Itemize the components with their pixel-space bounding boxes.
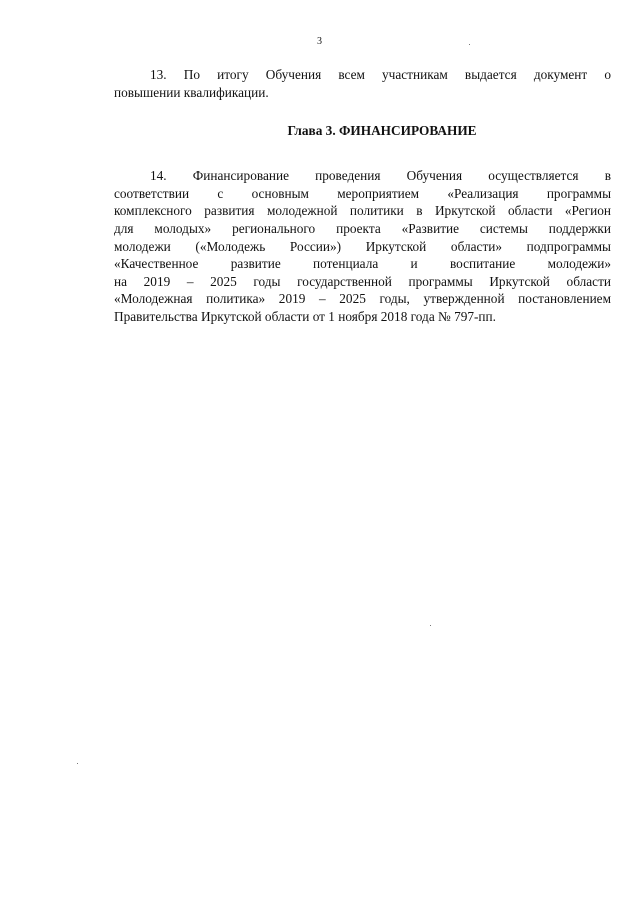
paragraph-14-line: 14. Финансирование проведения Обучения осуществляется в <box>150 168 611 184</box>
paragraph-14-line: соответствии с основным мероприятием «Реализация программы <box>114 185 611 201</box>
chapter-heading: Глава 3. ФИНАНСИРОВАНИЕ <box>287 123 477 138</box>
paragraph-14-line: для молодых» регионального проекта «Развитие системы поддержки <box>114 221 611 237</box>
scan-speck <box>77 763 78 764</box>
paragraph-14-line: Правительства Иркутской области от 1 ноября 2018 года № 797-пп. <box>114 309 496 325</box>
paragraph-14 <box>114 154 611 339</box>
paragraph-14-line: «Молодежная политика» 2019 – 2025 годы, утвержденной постановлением <box>114 291 611 307</box>
paragraph-13-line: повышении квалификации. <box>114 84 269 100</box>
paragraph-14-line: комплексного развития молодежной политики в Иркутской области «Регион <box>114 203 611 219</box>
paragraph-14-line: на 2019 – 2025 годы государственной программы Иркутской области <box>114 273 611 289</box>
scan-speck <box>469 44 470 45</box>
paragraph-13-line: 13. По итогу Обучения всем участникам выдается документ о <box>150 67 611 82</box>
page-number: 3 <box>317 36 322 47</box>
scan-speck <box>430 625 431 626</box>
paragraph-14-line: «Качественное развитие потенциала и воспитание молодежи» <box>114 256 611 272</box>
paragraph-13 <box>114 66 611 101</box>
paragraph-14-line: молодежи («Молодежь России») Иркутской области» подпрограммы <box>114 238 611 254</box>
